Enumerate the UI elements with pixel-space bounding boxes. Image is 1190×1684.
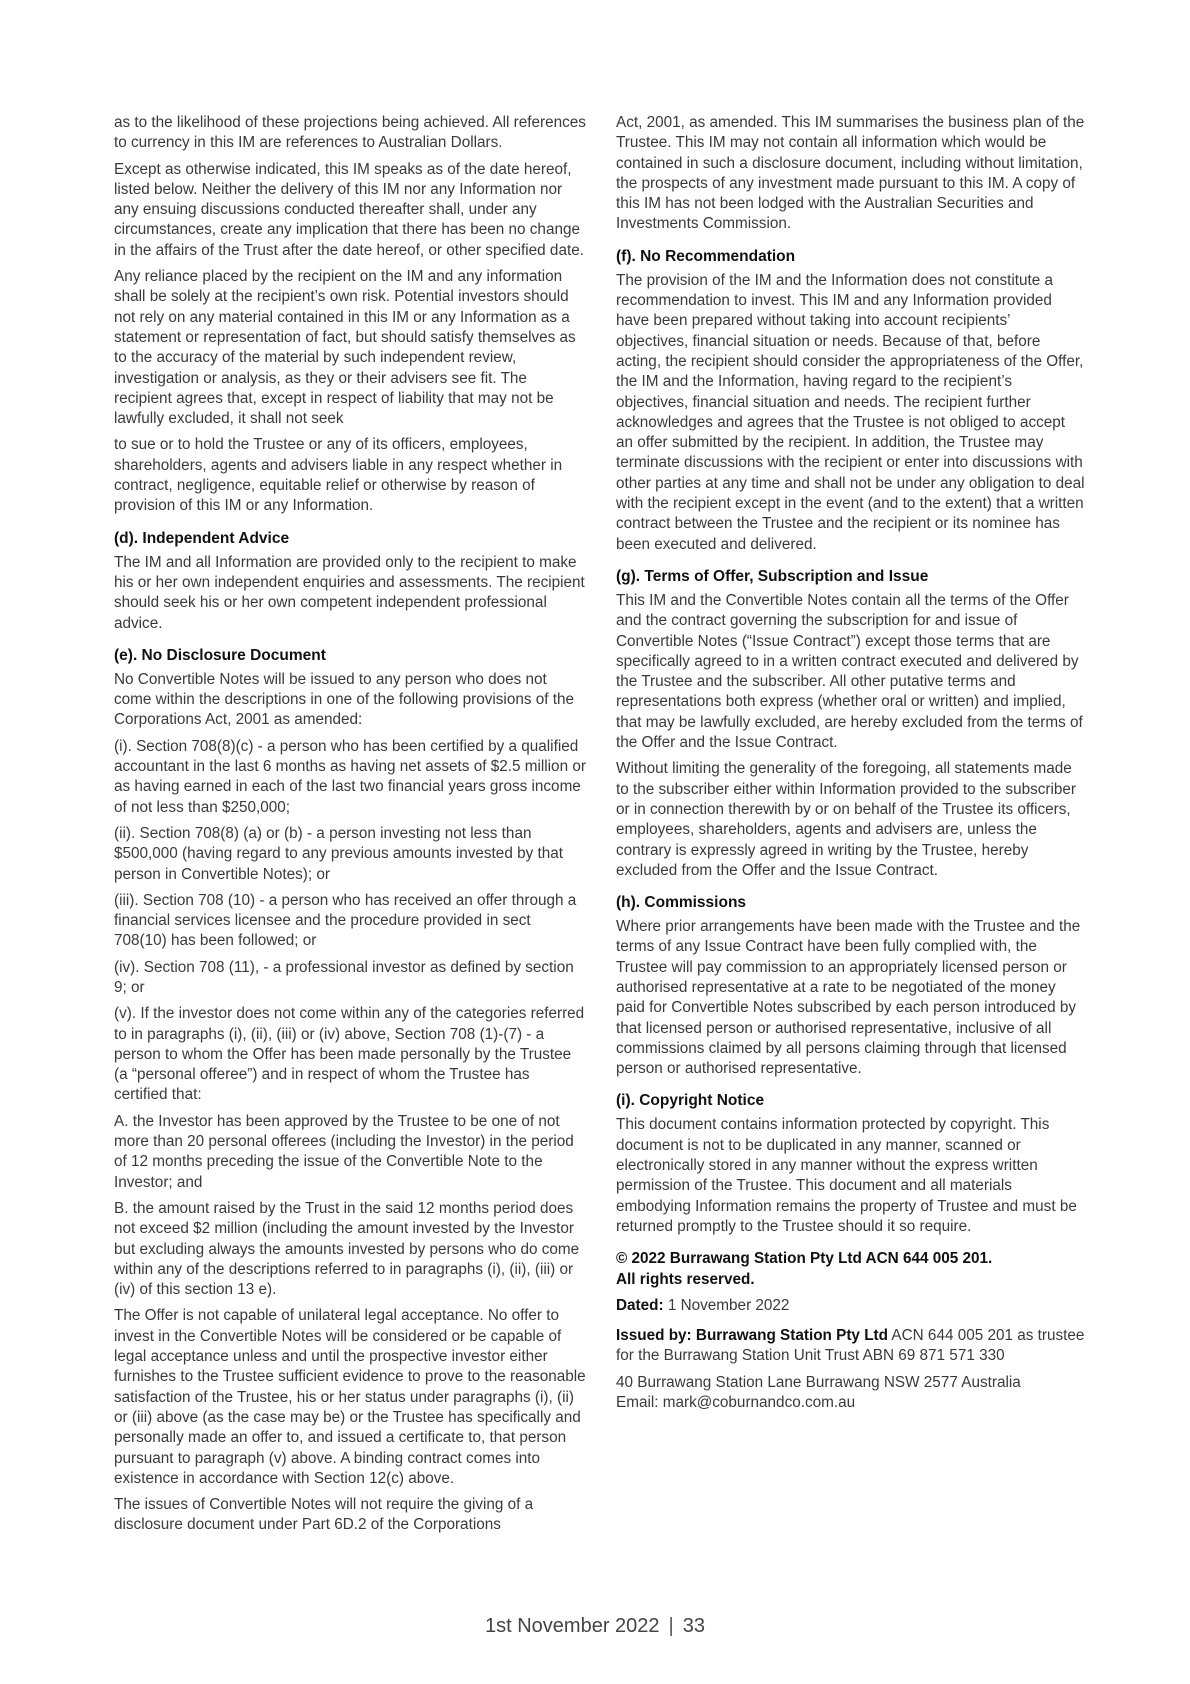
copyright-line-1: © 2022 Burrawang Station Pty Ltd ACN 644 005 201. (616, 1250, 993, 1268)
contact-block (616, 1373, 1086, 1414)
heading-terms-of-offer: (g). Terms of Offer, Subscription and Issue (616, 567, 929, 585)
issued-by-label: Issued by: Burrawang Station Pty Ltd (616, 1327, 888, 1345)
paragraph-copyright-notice: This document contains information protected by copyright. This document is not to be duplicated in any manner, scanned or electronically stored in any manner without the express written permission of the Trustee. This document and all materials embodying Information remains the property of Trustee and must be returned promptly to the Trustee should it so require. (616, 1116, 1077, 1235)
issued-by-value: ACN 644 005 201 as trustee for the Burrawang Station Unit Trust ABN 69 871 571 330 (616, 1327, 1085, 1365)
paragraph-sue: to sue or to hold the Trustee or any of its officers, employees, shareholders, agents and advisers liable in any respect whether in contract, negligence, equitable relief or otherwise by reason of provision of this IM or any Information. (114, 436, 563, 515)
page-footer (0, 1614, 1190, 1638)
paragraph-generality: Without limiting the generality of the foregoing, all statements made to the subscriber either within Information provided to the subscriber or in connection therewith by or on behalf of the Trustee its officers, employees, shareholders, agents and advisers are, unless the contrary is expressly agreed in writing by the Trustee, hereby excluded from the Offer and the Issue Contract. (616, 760, 1076, 879)
copyright-line-2: All rights reserved. (616, 1270, 755, 1288)
issued-by (616, 1326, 1086, 1367)
paragraph-reliance: Any reliance placed by the recipient on the IM and any information shall be solely at the recipient’s own risk. Potential investors should not rely on any material contained in this IM or any Information as a statement or representation of fact, but should satisfy themselves as to the accuracy of the material by such independent review, investigation or analysis, as they or their advisers see fit. The recipient agrees that, except in respect of liability that may not be lawfully excluded, it shall not seek (114, 268, 576, 428)
page-number: 33 (682, 1615, 705, 1637)
dated-label: Dated: (616, 1296, 664, 1314)
dated-line (616, 1296, 1086, 1316)
paragraph-projections: as to the likelihood of these projections being achieved. All references to currency in this IM are references to Australian Dollars. (114, 114, 586, 152)
dated-value: 1 November 2022 (663, 1296, 790, 1314)
email: Email: mark@coburnandco.com.au (616, 1394, 856, 1412)
address: 40 Burrawang Station Lane Burrawang NSW 2577 Australia (616, 1373, 1021, 1391)
footer-date: 1st November 2022 (485, 1615, 660, 1637)
left-column (114, 113, 586, 1542)
paragraph-section-i: (i). Section 708(8)(c) - a person who has been certified by a qualified accountant in the last 6 months as having net assets of $2.5 million or as having earned in each of the last two financial years gross income of not less than $250,000; (114, 737, 586, 816)
heading-commissions: (h). Commissions (616, 894, 747, 912)
paragraph-as-of-date: Except as otherwise indicated, this IM speaks as of the date hereof, listed below. Neither the delivery of this IM nor any Information nor any ensuing discussions conducted thereafter shall, under any circumstances, create any implication that there has been no change in the affairs of the Trust after the date hereof, or other specified date. (114, 160, 584, 259)
paragraph-condition-a: A. the Investor has been approved by the Trustee to be one of not more than 20 personal offerees (including the Investor) in the period of 12 months preceding the issue of the Convertible Note to the Investor; and (114, 1112, 574, 1191)
paragraph-condition-b: B. the amount raised by the Trust in the said 12 months period does not exceed $2 million (including the amount invested by the Investor but excluding always the amounts invested by persons who do come within any of the descriptions referred to in paragraphs (i), (ii), (iii) or (iv) of this section 13 e). (114, 1199, 580, 1299)
paragraph-offer-acceptance: The Offer is not capable of unilateral legal acceptance. No offer to invest in the Convertible Notes will be considered or be capable of legal acceptance unless and until the prospective investor either furnishes to the Trustee sufficient evidence to prove to the reasonable satisfaction of the Trustee, his or her status under paragraphs (i), (ii) or (iii) above (as the case may be) or the Trustee has specifically and personally made an offer to, and issued a certificate to, that person pursuant to paragraph (v) above. A binding contract comes into existence in accordance with Section 12(c) above. (114, 1307, 586, 1487)
footer-separator: | (668, 1615, 674, 1637)
heading-copyright-notice: (i). Copyright Notice (616, 1092, 765, 1110)
copyright-statement (616, 1249, 1086, 1290)
paragraph-section-ii: (ii). Section 708(8) (a) or (b) - a person investing not less than $500,000 (having regard to any previous amounts invested by that person in Convertible Notes); or (114, 824, 563, 883)
paragraph-corporations-act-continued: Act, 2001, as amended. This IM summarises the business plan of the Trustee. This IM may not contain all information which would be contained in such a disclosure document, including without limitation, the prospects of any investment made pursuant to this IM. A copy of this IM has not been lodged with the Australian Securities and Investments Commission. (616, 114, 1085, 233)
paragraph-disclosure-intro: No Convertible Notes will be issued to any person who does not come within the descriptions in one of the following provisions of the Corporations Act, 2001 as amended: (114, 670, 575, 729)
paragraph-terms-of-offer: This IM and the Convertible Notes contain all the terms of the Offer and the contract governing the subscription for and issue of Convertible Notes (“Issue Contract”) except those terms that are specifically agreed to in a written contract executed and delivered by the Trustee and the subscriber. All other putative terms and representations both express (whether oral or written) and implied, that may be lawfully excluded, are hereby excluded from the terms of the Offer and the Issue Contract. (616, 591, 1083, 752)
paragraph-commissions: Where prior arrangements have been made with the Trustee and the terms of any Issue Contract have been fully complied with, the Trustee will pay commission to an appropriately licensed person or authorised representative at a rate to be negotiated of the money paid for Convertible Notes subscribed by each person introduced by that licensed person or authorised representative, inclusive of all commissions claimed by all persons claiming through that licensed person or authorised representative. (616, 918, 1081, 1078)
right-column (616, 113, 1086, 1413)
paragraph-no-recommendation: The provision of the IM and the Information does not constitute a recommendation to invest. This IM and any Information provided have been prepared without taking into account recipients’ objectives, financial situation or needs. Because of that, before acting, the recipient should consider the appropriateness of the Offer, the IM and the Information, having regard to the recipient’s objectives, financial situation and needs. The recipient further acknowledges and agrees that the Trustee is not obliged to accept an offer submitted by the recipient. In addition, the Trustee may terminate discussions with the recipient or enter into discussions with other parties at any time and shall not be under any obligation to deal with the recipient except in the event (and to the extent) that a written contract between the Trustee and the recipient or its nominee has been executed and delivered. (616, 271, 1085, 553)
heading-no-disclosure-document: (e). No Disclosure Document (114, 646, 326, 664)
paragraph-independent-advice: The IM and all Information are provided only to the recipient to make his or her own independent enquiries and assessments. The recipient should seek his or her own competent independent professional advice. (114, 553, 585, 632)
heading-independent-advice: (d). Independent Advice (114, 529, 290, 547)
paragraph-section-v: (v). If the investor does not come within any of the categories referred to in paragraphs (i), (ii), (iii) or (iv) above, Section 708 (1)-(7) - a person to whom the Offer has been made personally by the Trustee (a “personal offeree”) and in respect of whom the Trustee has certified that: (114, 1005, 585, 1104)
paragraph-issues-convertible-notes: The issues of Convertible Notes will not require the giving of a disclosure document under Part 6D.2 of the Corporations (114, 1496, 534, 1534)
heading-no-recommendation: (f). No Recommendation (616, 247, 796, 265)
paragraph-section-iv: (iv). Section 708 (11), - a professional investor as defined by section 9; or (114, 958, 574, 996)
paragraph-section-iii: (iii). Section 708 (10) - a person who has received an offer through a financial services licensee and the procedure provided in sect 708(10) has been followed; or (114, 891, 577, 950)
